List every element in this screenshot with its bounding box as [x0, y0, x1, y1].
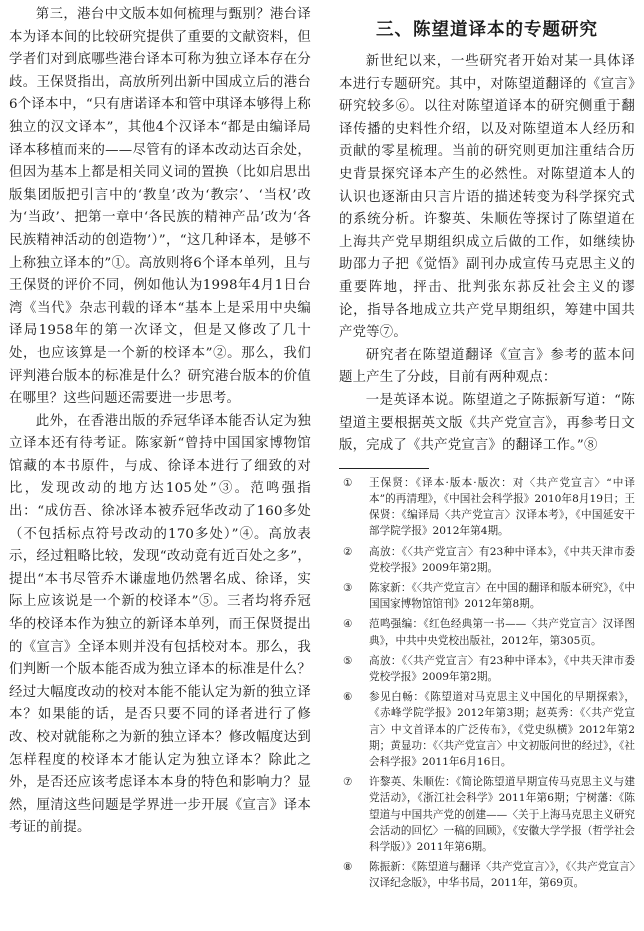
- footnote-number: ⑧: [343, 861, 353, 874]
- footnote-number: ①: [343, 476, 353, 489]
- footnote-item: [339, 616, 635, 648]
- body-paragraph-5: 一是英译本说。陈望道之子陈振新写道：“陈望道主要根据英文版《共产党宣言》，再参考日文版，完成了《共产党宣言》的翻译工作。”⑧: [339, 392, 635, 454]
- footnote-number: ④: [343, 618, 353, 631]
- footnote-item: [339, 544, 635, 576]
- footnote-number: ⑤: [343, 654, 353, 667]
- footnote-text: 王保贤：《译本·版本·版次：对〈共产党宣言〉“中译本”的再清理》，《中国社会科学报》2010年8月19日；王保贤：《编译局〈共产党宣言〉汉译本考》，《中国延安干部学院学报》2012年第4期。: [369, 476, 635, 538]
- footnote-item: [339, 774, 635, 855]
- footnote-item: [339, 580, 635, 612]
- left-column: [9, 4, 311, 840]
- body-paragraph-4: 研究者在陈望道翻译《宣言》参考的蓝本问题上产生了分歧，目前有两种观点：: [339, 347, 635, 386]
- footnote-number: ⑥: [343, 691, 353, 704]
- body-paragraph-2: 此外，在香港出版的乔冠华译本能否认定为独立译本还有待考证。陈家新“曾持中国国家博物馆馆藏的本书原件，与成、徐译本进行了细致的对比，发现改动的地方达105处”③。范鸣强指出：“成仿吾、徐冰译本被乔冠华改动了160多处（不包括标点符号改动的170多处）”④。高放表示，经过粗略比较，发现“改动竟有近百处之多”，提出“本书尽管乔木谦虚地仍然署名成、徐译，实际上应该说是一个新的校译本”⑤。三者均将乔冠华的校译本作为独立的新译本单列，而王保贤提出的《宣言》全译本则并没有包括校对本。那么，我们判断一个版本能否成为独立译本的标准是什么？经过大幅度改动的校对本能不能认定为新的独立译本？如果能的话，是否只要不同的译者进行了修改、校对就能称之为新的独立译本？修改幅度达到怎样程度的校译本才能认定为独立译本？除此之外，是否还应该考虑译本本身的特色和影响力？显然，厘清这些问题是学界进一步开展《宣言》译本考证的前提。: [9, 413, 311, 836]
- footnote-number: ⑦: [343, 776, 353, 789]
- footnote-text: 高放：《〈共产党宣言〉有23种中译本》，《中共天津市委党校学报》2009年第2期。: [369, 654, 635, 683]
- footnote-text: 许黎英、朱顺佐：《简论陈望道早期宣传马克思主义与建党活动》，《浙江社会科学》2011年第6期；宁树藩：《陈望道与中国共产党的创建——〈关于上海马克思主义研究会活动的回忆〉一稿的回顾》，《安徽大学学报（哲学社会科学版）》2011年第6期。: [369, 776, 635, 853]
- footnote-text: 陈振新：《陈望道与翻译〈共产党宣言〉》，《〈共产党宣言〉汉译纪念版》，中华书局，2011年，第69页。: [369, 861, 635, 890]
- footnote-item: [339, 475, 635, 540]
- footnote-divider: [339, 468, 429, 469]
- footnote-number: ③: [343, 581, 353, 594]
- right-column: [339, 4, 635, 896]
- footnote-text: 范鸣强编：《红色经典第一书——〈共产党宣言〉汉译图典》，中共中央党校出版社，2012年，第305页。: [369, 618, 635, 647]
- footnote-number: ②: [343, 545, 353, 558]
- footnote-item: [339, 689, 635, 770]
- body-paragraph-1: 第三，港台中文版本如何梳理与甄别？港台译本为译本间的比较研究提供了重要的文献资料，但学者们对到底哪些港台译本可称为独立译本存在分歧。王保贤指出，高放所列出新中国成立后的港台6个译本中，“只有唐诺译本和管中琪译本够得上称独立的汉文译本”，其他4个汉译本“都是由编译局译本移植而来的——尽管有的译本改动达百余处，但因为基本上都是相关同义词的置换（比如启思出版集团版把引言中的‘教皇’改为‘教宗’、‘当权’改为‘当政’、把第一章中‘各民族的精神产品’改为‘各民族精神活动的创造物’）”，“这几种译本，是够不上称独立译本的”①。高放则将6个译本单列，且与王保贤的评价不同，例如他认为1998年4月1日台湾《当代》杂志刊载的译本“基本上是采用中央编译局1958年的第一次译文，但是又修改了几十处，也应该算是一个新的校译本”②。那么，我们评判港台版本的标准是什么？研究港台版本的价值在哪里？这些问题还需要进一步思考。: [9, 7, 311, 407]
- footnote-item: [339, 859, 635, 891]
- footnote-list: [339, 475, 635, 892]
- footnote-text: 陈家新：《〈共产党宣言〉在中国的翻译和版本研究》，《中国国家博物馆馆刊》2012年第8期。: [369, 581, 635, 611]
- footnote-item: [339, 653, 635, 685]
- section-heading: 三、陈望道译本的专题研究: [376, 20, 598, 40]
- footnote-text: 高放：《〈共产党宣言〉有23种中译本》，《中共天津市委党校学报》2009年第2期。: [369, 545, 635, 574]
- body-paragraph-3: 新世纪以来，一些研究者开始对某一具体译本进行专题研究。其中，对陈望道翻译的《宣言》研究较多⑥。以往对陈望道译本的研究侧重于翻译传播的史料性介绍，以及对陈望道本人经历和贡献的零星梳理。当前的研究则更加注重结合历史背景探究译本产生的必然性。对陈望道本人的认识也逐渐由只言片语的描述转变为科学探究式的系统分析。许黎英、朱顺佐等探讨了陈望道在上海共产党早期组织成立后做的工作，如继续协助邵力子把《觉悟》副刊办成宣传马克思主义的重要阵地，抨击、批判张东荪反社会主义的谬论，指导各地成立共产党早期组织，筹建中国共产党等⑦。: [339, 54, 635, 341]
- footnote-text: 参见白畅：《陈望道对马克思主义中国化的早期探索》，《赤峰学院学报》2012年第3期；赵英秀：《〈共产党宣言〉中文首译本的广泛传布》，《党史纵横》2012年第2期；黄显功：《〈共产党宣言〉中文初版问世的经过》，《社会科学报》2011年6月16日。: [369, 691, 635, 768]
